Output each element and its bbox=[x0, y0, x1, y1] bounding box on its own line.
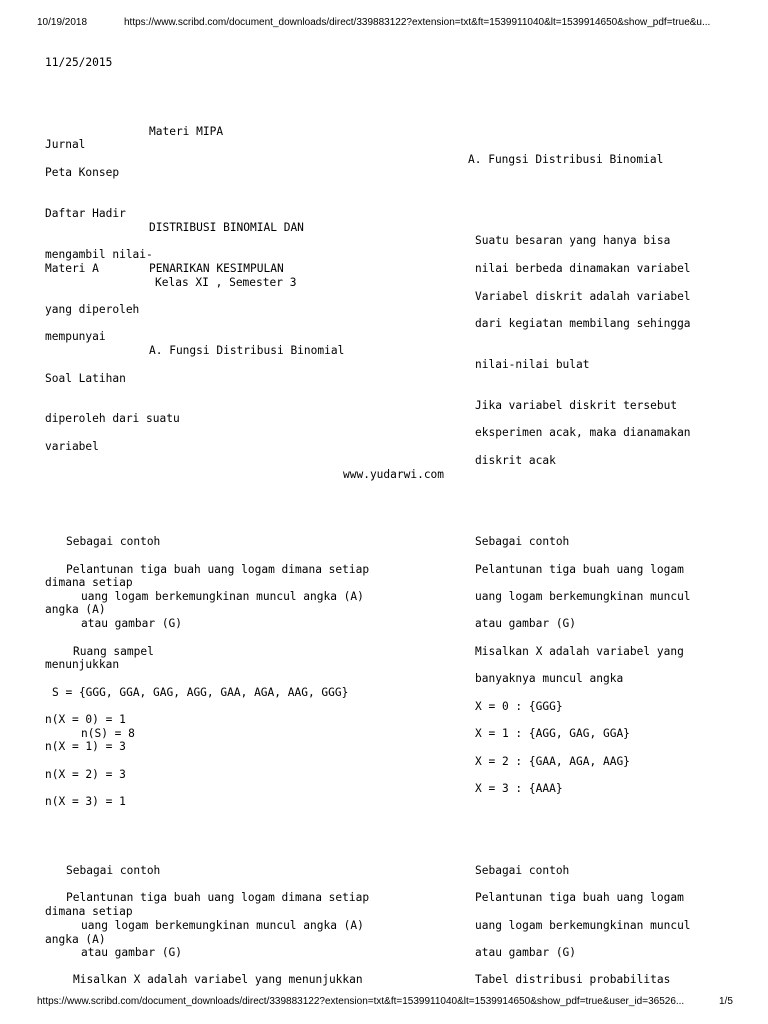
right-example-line: uang logam berkemungkinan muncul bbox=[475, 590, 691, 603]
right-example-line: atau gambar (G) bbox=[475, 946, 577, 959]
nav-jurnal: Jurnal bbox=[45, 138, 86, 151]
example-title: Sebagai contoh bbox=[66, 864, 161, 877]
count-row: n(X = 3) = 1 bbox=[45, 795, 126, 808]
example-line: angka (A) bbox=[45, 933, 106, 946]
example-line: Pelantunan tiga buah uang logam dimana setiap bbox=[66, 563, 370, 576]
example-line: dimana setiap bbox=[45, 905, 133, 918]
document-date: 11/25/2015 bbox=[45, 56, 113, 69]
text-fragment: variabel bbox=[45, 440, 99, 453]
x-value-row: X = 3 : {AAA} bbox=[475, 782, 563, 795]
count-row: n(X = 0) = 1 bbox=[45, 713, 126, 726]
right-example-line: Tabel distribusi probabilitas bbox=[475, 973, 671, 986]
right-example-line: Misalkan X adalah variabel yang bbox=[475, 645, 684, 658]
x-value-row: X = 2 : {GAA, AGA, AAG} bbox=[475, 755, 630, 768]
title-line-2: PENARIKAN KESIMPULAN bbox=[149, 262, 284, 275]
x-value-row: X = 0 : {GGG} bbox=[475, 700, 563, 713]
right-example-line: Pelantunan tiga buah uang logam bbox=[475, 563, 684, 576]
class-info: Kelas XI , Semester 3 bbox=[155, 276, 297, 289]
right-text-line: Suatu besaran yang hanya bisa bbox=[475, 234, 671, 247]
right-example-line: Pelantunan tiga buah uang logam bbox=[475, 891, 684, 904]
nav-daftar-hadir: Daftar Hadir bbox=[45, 207, 126, 220]
text-fragment: diperoleh dari suatu bbox=[45, 412, 180, 425]
count-total: n(S) = 8 bbox=[81, 727, 135, 740]
example-title-right: Sebagai contoh bbox=[475, 535, 570, 548]
print-footer-url: https://www.scribd.com/document_downloads/direct/339883122?extension=txt&ft=1539911040&lt=1539914650&show_pdf=true&user_id=36526... bbox=[37, 996, 685, 1007]
right-text-line: nilai berbeda dinamakan variabel bbox=[475, 262, 691, 275]
example-line: menunjukkan bbox=[45, 658, 120, 671]
text-fragment: yang diperoleh bbox=[45, 303, 140, 316]
right-example-line: banyaknya muncul angka bbox=[475, 672, 624, 685]
count-row: n(X = 1) = 3 bbox=[45, 740, 126, 753]
example-line: dimana setiap bbox=[45, 576, 133, 589]
example-title-right: Sebagai contoh bbox=[475, 864, 570, 877]
example-title: Sebagai contoh bbox=[66, 535, 161, 548]
x-value-row: X = 1 : {AGG, GAG, GGA} bbox=[475, 727, 630, 740]
subject-label: Materi MIPA bbox=[149, 125, 224, 138]
right-text-line: Variabel diskrit adalah variabel bbox=[475, 290, 691, 303]
right-text-line: dari kegiatan membilang sehingga bbox=[475, 317, 691, 330]
text-fragment: mengambil nilai- bbox=[45, 248, 153, 261]
example-line: atau gambar (G) bbox=[81, 946, 183, 959]
title-line-1: DISTRIBUSI BINOMIAL DAN bbox=[149, 221, 304, 234]
website-link: www.yudarwi.com bbox=[343, 468, 445, 481]
right-text-line: Jika variabel diskrit tersebut bbox=[475, 399, 678, 412]
page-number: 1/5 bbox=[719, 996, 733, 1007]
right-text-line: nilai-nilai bulat bbox=[475, 358, 590, 371]
nav-materi: Materi A bbox=[45, 262, 99, 275]
example-line: Pelantunan tiga buah uang logam dimana setiap bbox=[66, 891, 370, 904]
example-line: angka (A) bbox=[45, 603, 106, 616]
left-section-heading: A. Fungsi Distribusi Binomial bbox=[149, 344, 345, 357]
sample-space-set: S = {GGG, GGA, GAG, AGG, GAA, AGA, AAG, GGG} bbox=[52, 686, 349, 699]
text-fragment: mempunyai bbox=[45, 330, 106, 343]
sample-space-label: Ruang sampel bbox=[73, 645, 154, 658]
example-line: uang logam berkemungkinan muncul angka (A) bbox=[81, 590, 364, 603]
right-section-heading: A. Fungsi Distribusi Binomial bbox=[468, 153, 664, 166]
right-example-line: atau gambar (G) bbox=[475, 617, 577, 630]
example-line: atau gambar (G) bbox=[81, 617, 183, 630]
example-line: Misalkan X adalah variabel yang menunjukkan bbox=[73, 973, 363, 986]
print-date: 10/19/2018 bbox=[37, 17, 88, 28]
nav-soal-latihan: Soal Latihan bbox=[45, 372, 126, 385]
right-example-line: uang logam berkemungkinan muncul bbox=[475, 919, 691, 932]
right-text-line: diskrit acak bbox=[475, 454, 556, 467]
count-row: n(X = 2) = 3 bbox=[45, 768, 126, 781]
example-line: uang logam berkemungkinan muncul angka (A) bbox=[81, 919, 364, 932]
print-url: https://www.scribd.com/document_downloads/direct/339883122?extension=txt&ft=1539911040&lt=1539914650&show_pdf=true&u... bbox=[124, 17, 711, 28]
right-text-line: eksperimen acak, maka dianamakan bbox=[475, 426, 691, 439]
nav-peta-konsep: Peta Konsep bbox=[45, 166, 120, 179]
